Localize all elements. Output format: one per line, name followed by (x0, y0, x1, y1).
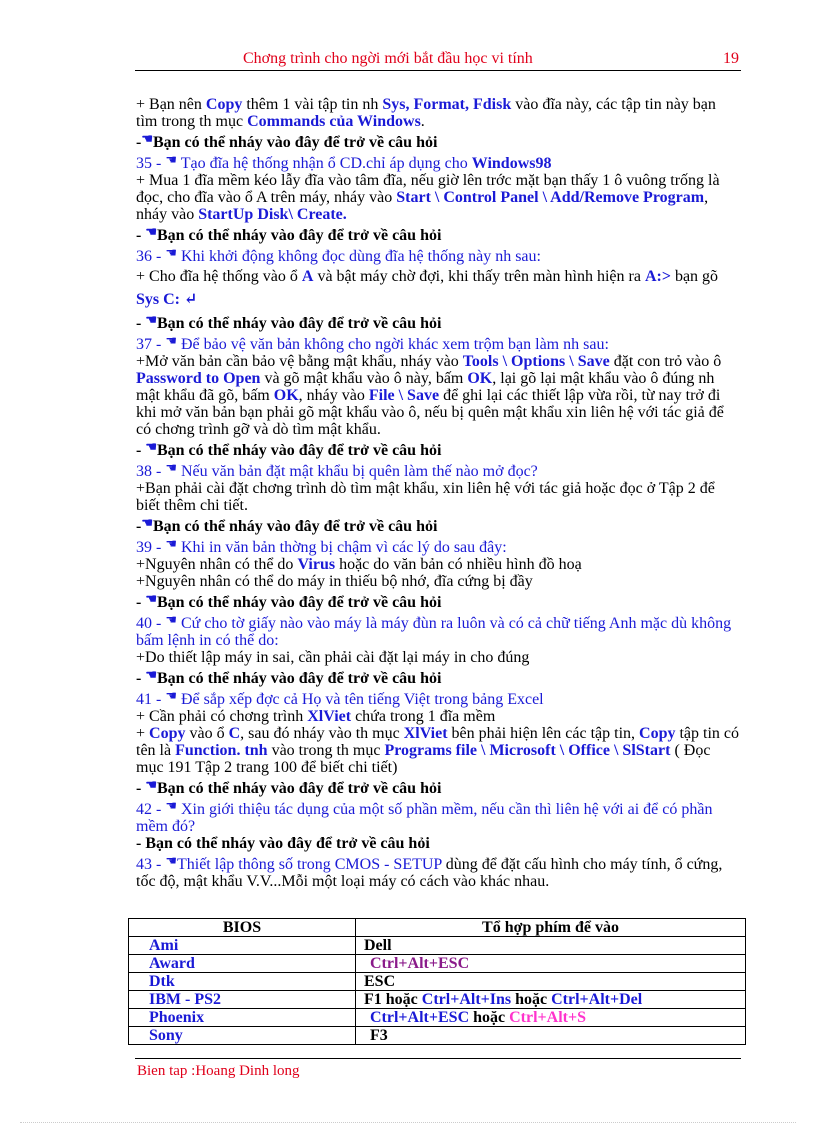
page-number: 19 (723, 50, 739, 67)
pointing-hand-icon: ☚ (145, 777, 157, 792)
header-title: Chơng trình cho ngời mới bắt đầu học vi tính (243, 50, 533, 67)
pointing-hand-icon: ☚ (165, 688, 177, 703)
table-row: Phoenix Ctrl+Alt+ESC hoặc Ctrl+Alt+S (129, 1009, 746, 1027)
table-header-row (129, 919, 746, 937)
table-row: IBM - PS2 F1 hoặc Ctrl+Alt+Ins hoặc Ctrl+Alt+Del (129, 991, 746, 1009)
back-link[interactable]: - Bạn có thể nháy vào đây để trở về câu hỏi (136, 835, 430, 852)
pointing-hand-icon: ☚ (145, 224, 157, 239)
back-link[interactable]: - ☚Bạn có thể nháy vào đây để trở về câu hỏi (136, 667, 442, 687)
back-link[interactable]: - ☚Bạn có thể nháy vào đây để trở về câu hỏi (136, 312, 442, 332)
pointing-hand-icon: ☚ (145, 312, 157, 327)
pointing-hand-icon: ☚ (165, 245, 177, 260)
pointing-hand-icon: ☚ (165, 853, 177, 868)
page-footer (135, 1058, 741, 1079)
pointing-hand-icon: ☚ (165, 333, 177, 348)
pointing-hand-icon: ☚ (165, 460, 177, 475)
back-link[interactable]: - ☚Bạn có thể nháy vào đây để trở về câu hỏi (136, 439, 442, 459)
section-36: 36 - ☚ Khi khởi động không đọc dùng đĩa hệ thống này nh sau: (136, 245, 541, 265)
back-link[interactable]: - ☚Bạn có thể nháy vào đây để trở về câu hỏi (136, 224, 442, 244)
pointing-hand-icon: ☚ (165, 536, 177, 551)
back-link[interactable]: -☚Bạn có thể nháy vào đây để trở về câu hỏi (136, 515, 438, 535)
section-40: 40 - ☚ Cứ cho tờ giấy nào vào máy là máy đùn ra luôn và có cả chữ tiếng Anh mặc dù không bấm lệnh in có thể do: (136, 612, 732, 649)
bios-key-table (128, 918, 746, 1045)
pointing-hand-icon: ☚ (165, 612, 177, 627)
back-link[interactable]: - ☚Bạn có thể nháy vào đây để trở về câu hỏi (136, 777, 442, 797)
page-header (135, 50, 741, 71)
table-row: Ami Dell (129, 937, 746, 955)
section-42: 42 - ☚ Xin giới thiệu tác dụng của một số phần mềm, nếu cần thì liên hệ với ai để có phần mềm đó? (136, 798, 713, 835)
section-41: 41 - ☚ Để sắp xếp đợc cả Họ và tên tiếng Việt trong bảng Excel (136, 688, 544, 708)
pointing-hand-icon: ☚ (141, 131, 153, 146)
column-header-keys: Tổ hợp phím để vào (356, 919, 746, 937)
table-row: Sony F3 (129, 1027, 746, 1045)
back-link[interactable]: -☚Bạn có thể nháy vào đây để trở về câu hỏi (136, 131, 438, 151)
paragraph-intro: + Bạn nên Copy thêm 1 vài tập tin nh Sys, Format, Fdisk vào đĩa này, các tập tin này bạn tìm trong th mục Commands của Windows. (136, 96, 716, 130)
pointing-hand-icon: ☚ (165, 152, 177, 167)
pointing-hand-icon: ☚ (145, 591, 157, 606)
section-39: 39 - ☚ Khi in văn bản thờng bị chậm vì các lý do sau đây: (136, 536, 507, 556)
section-37: 37 - ☚ Để bảo vệ văn bản không cho ngời khác xem trộm bạn làm nh sau: (136, 333, 609, 353)
back-link[interactable]: - ☚Bạn có thể nháy vào đây để trở về câu hỏi (136, 591, 442, 611)
pointing-hand-icon: ☚ (145, 667, 157, 682)
pointing-hand-icon: ☚ (141, 515, 153, 530)
pointing-hand-icon: ☚ (145, 439, 157, 454)
document-body: + Bạn nên Copy thêm 1 vài tập tin nh Sys, Format, Fdisk vào đĩa này, các tập tin này bạn tìm trong th mục Commands của Windows. -☚Bạn có thể nháy vào đây để trở về câu hỏi 35 - ☚ Tạo đĩa hệ thống nhận ổ CD.chỉ áp dụng cho Windows98 + Mua 1 đĩa mềm kéo lẫy đĩa vào tâm đĩa, nếu giờ lên trớc mặt bạn thấy 1 ô vuông trống là đọc, cho đĩa vào ổ A trên máy, nháy vào Start \ Control Panel \ Add/Remove Program, nháy vào StartUp Disk\ Create. - ☚Bạn có thể nháy vào đây để trở về câu hỏi 36 - ☚ Khi khởi động không đọc dùng đĩa hệ thống này nh sau: + Cho đĩa hệ thống vào ổ A và bật máy chờ đợi, khi thấy trên màn hình hiện ra A:> bạn gõ Sys C: ↵ - ☚Bạn có thể nháy vào đây để trở về câu hỏi 37 - ☚ Để bảo vệ văn bản không cho ngời khác xem trộm bạn làm nh sau: +Mở văn bản cần bảo vệ bằng mật khẩu, nháy vào Tools \ Options \ Save đặt con trỏ vào ô Password to Open và gõ mật khẩu vào ô này, bấm OK, lại gõ lại mật khẩu vào ô đúng nh mật khẩu đã gõ, bấm OK, nháy vào File \ Save để ghi lại các thiết lập vừa rồi, từ nay trở đi khi mở văn bản bạn phải gõ mật khẩu vào ô, nếu bị quên mật khẩu xin liên hệ với tác giả để có chơng trình gỡ và dò tìm mật khẩu. - ☚Bạn có thể nháy vào đây để trở về câu hỏi 38 - ☚ Nếu văn bản đặt mật khẩu bị quên làm thế nào mở đọc? +Bạn phải cài đặt chơng trình dò tìm mật khẩu, xin liên hệ với tác giả hoặc đọc ở Tập 2 để biết thêm chi tiết. -☚Bạn có thể nháy vào đây để trở về câu hỏi 39 - ☚ Khi in văn bản thờng bị chậm vì các lý do sau đây: +Nguyên nhân có thể do Virus hoặc do văn bản có nhiều hình đồ hoạ +Nguyên nhân có thể do máy in thiếu bộ nhớ, đĩa cứng bị đầy - ☚Bạn có thể nháy vào đây để trở về câu hỏi 40 - ☚ Cứ cho tờ giấy nào vào máy là máy đùn ra luôn và có cả chữ tiếng Anh mặc dù không bấm lệnh in có thể do: +Do thiết lập máy in sai, cần phải cài đặt lại máy in cho đúng - ☚Bạn có thể nháy vào đây để trở về câu hỏi 41 - ☚ Để sắp xếp đợc cả Họ và tên tiếng Việt trong bảng Excel + Cần phải có chơng trình XlViet chứa trong 1 đĩa mềm + Copy vào ổ C, sau đó nháy vào th mục XlViet bên phải hiện lên các tập tin, Copy tập tin có tên là Function. tnh vào trong th mục Programs file \ Microsoft \ Office \ SlStart ( Đọc mục 191 Tập 2 trang 100 để biết chi tiết) - ☚Bạn có thể nháy vào đây để trở về câu hỏi 42 - ☚ Xin giới thiệu tác dụng của một số phần mềm, nếu cần thì liên hệ với ai để có phần mềm đó? - Bạn có thể nháy vào đây để trở về câu hỏi 43 - ☚Thiết lập thông số trong CMOS - SETUP dùng để đặt cấu hình cho máy tính, ổ cứng, tốc độ, mật khẩu V.V...Mỗi một loại máy có cách vào khác nhau. (136, 96, 740, 890)
section-43: 43 - ☚Thiết lập thông số trong CMOS - SETUP dùng để đặt cấu hình cho máy tính, ổ cứng, tốc độ, mật khẩu V.V...Mỗi một loại máy có cách vào khác nhau. (136, 853, 723, 890)
section-35: 35 - ☚ Tạo đĩa hệ thống nhận ổ CD.chỉ áp dụng cho Windows98 (136, 152, 552, 172)
editor-credit: Bien tap :Hoang Dinh long (137, 1063, 300, 1079)
table-row: Award Ctrl+Alt+ESC (129, 955, 746, 973)
section-38: 38 - ☚ Nếu văn bản đặt mật khẩu bị quên làm thế nào mở đọc? (136, 460, 538, 480)
pointing-hand-icon: ☚ (165, 798, 177, 813)
table-row: Dtk ESC (129, 973, 746, 991)
column-header-bios: BIOS (129, 919, 356, 937)
